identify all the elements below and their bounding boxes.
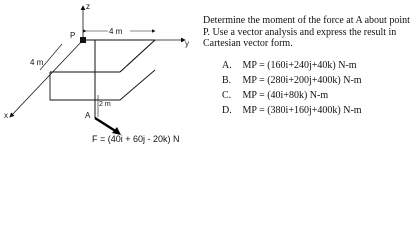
dim-x-label: 4 m [30,58,44,67]
option-d-text: MP = (380i+160j+400k) N-m [242,105,362,116]
point-a-label: A [85,111,91,120]
option-c-text: MP = (40i+80k) N-m [242,90,329,101]
option-a-letter: A. [222,60,232,71]
force-arrow [95,118,117,132]
frame-right [120,40,155,72]
question-text: Determine the moment of the force at A about point P. Use a vector analysis and express the result in Cartesian vector form. [203,15,410,49]
option-b-letter: B. [222,75,232,86]
option-a-text: MP = (160i+240j+40k) N-m [242,60,357,71]
x-axis-label: x [4,111,8,120]
point-p [80,37,86,43]
option-c-letter: C. [222,90,232,101]
x-axis [10,40,83,117]
option-d-letter: D. [222,105,232,116]
option-a[interactable] [222,58,418,73]
force-equation: F = (40i + 60j - 20k) N [92,134,180,144]
problem-figure [0,0,200,150]
option-c[interactable] [222,88,418,103]
answer-options [222,58,418,118]
y-axis-label: y [185,39,189,48]
dim-y-label: 4 m [109,27,123,36]
option-b[interactable] [222,73,418,88]
option-b-text: MP = (280i+200j+400k) N-m [242,75,362,86]
point-p-label: P [70,31,76,40]
z-axis-label: z [86,2,90,11]
dim-z-label: 2 m [99,101,111,108]
option-d[interactable] [222,103,418,118]
lower-plane [50,70,155,100]
